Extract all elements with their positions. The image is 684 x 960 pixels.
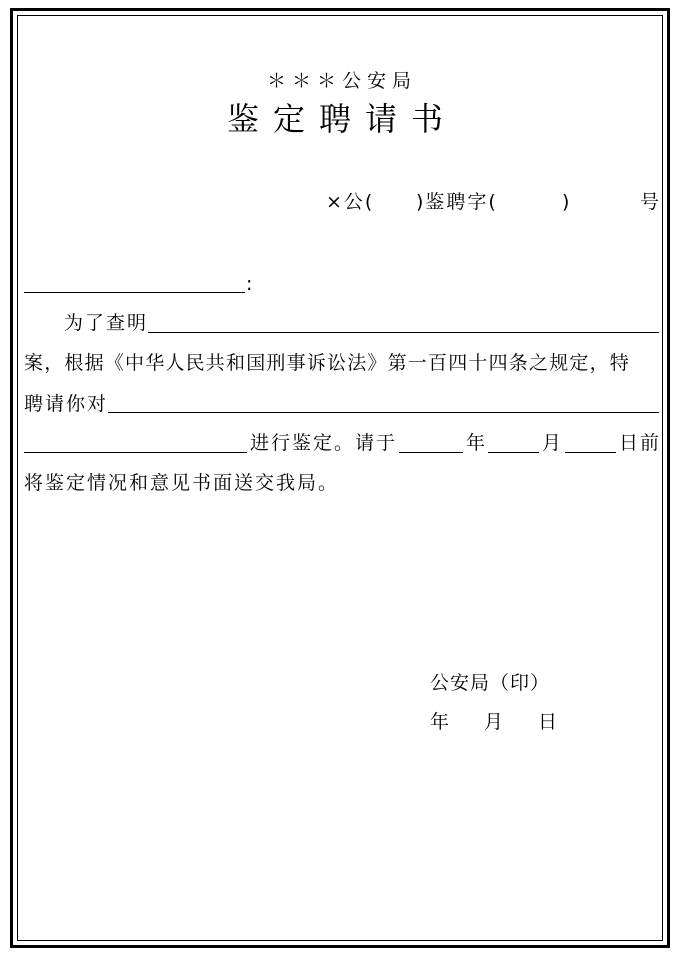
deadline-month-blank[interactable] — [488, 452, 539, 453]
deadline-day-blank[interactable] — [565, 452, 616, 453]
case-name-blank[interactable] — [148, 332, 659, 333]
appraisal-subject-blank[interactable] — [108, 412, 659, 413]
addressee-blank[interactable] — [24, 292, 245, 293]
deadline-day-label: 日前 — [619, 432, 662, 454]
issuer-seal: 公安局（印） — [430, 672, 551, 694]
body-line1-prefix: 为了查明 — [64, 312, 149, 334]
deadline-month-label: 月 — [542, 432, 564, 454]
signature-month: 月 — [484, 711, 506, 733]
body-line2: 案，根据《中华人民共和国刑事诉讼法》第一百四十四条之规定，特 — [24, 352, 631, 374]
doc-number-prefix: ×公( — [326, 191, 375, 213]
agency-line: ＊＊＊公安局 — [266, 70, 417, 92]
document-title: 鉴定聘请书 — [226, 100, 457, 138]
body-line3-prefix: 聘请你对 — [24, 393, 109, 415]
deadline-year-label: 年 — [466, 432, 488, 454]
signature-year: 年 — [430, 711, 452, 733]
doc-number-middle: )鉴聘字( — [416, 191, 498, 213]
addressee-colon: : — [246, 273, 255, 295]
doc-number-close: ) — [562, 191, 572, 213]
body-line4-mid: 进行鉴定。请于 — [250, 432, 398, 454]
signature-day: 日 — [538, 711, 560, 733]
doc-number-suffix: 号 — [640, 191, 662, 213]
body-line5: 将鉴定情况和意见书面送交我局。 — [24, 472, 340, 494]
deadline-year-blank[interactable] — [399, 452, 463, 453]
appraisal-item-blank[interactable] — [24, 452, 247, 453]
